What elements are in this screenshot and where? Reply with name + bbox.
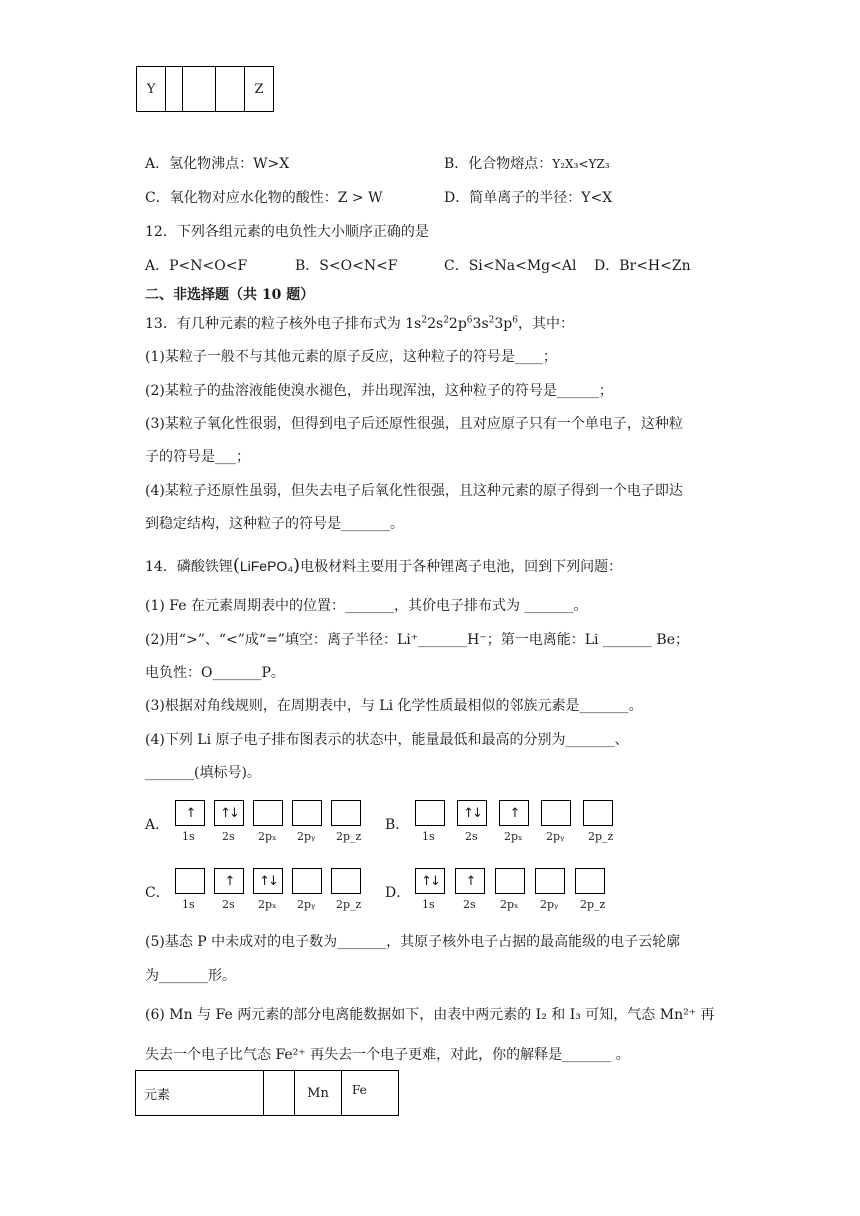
orbital-box-1s <box>175 800 205 826</box>
option-letter: C． <box>145 885 170 901</box>
orbital-option-a <box>145 800 375 845</box>
orbital-label: 2s <box>465 830 478 843</box>
orbital-box-2py <box>292 800 322 826</box>
electron-arrow-icon: ↑ <box>224 873 234 889</box>
orbital-box-2px <box>499 800 529 826</box>
orbital-label: 1s <box>182 898 195 911</box>
q11-option-b <box>444 153 610 173</box>
orbital-label: 2pᵧ <box>297 830 316 843</box>
q13-part1: (1)某粒子一般不与其他元素的原子反应，这种粒子的符号是____； <box>145 349 557 365</box>
orbital-label: 1s <box>182 830 195 843</box>
orbital-label: 1s <box>422 830 435 843</box>
table-cell-fe: Fe <box>342 1071 399 1116</box>
q13-part4: (4)某粒子还原性虽弱，但失去电子后氧化性很强，且这种元素的原子得到一个电子即达 <box>145 483 683 499</box>
electron-arrow-icon: ↑↓ <box>259 873 277 889</box>
orbital-box-2s <box>457 800 487 826</box>
orbital-box-2pz <box>575 868 605 894</box>
electron-arrow-icon: ↑ <box>185 805 195 821</box>
orbital-label: 2pᵧ <box>297 898 316 911</box>
q14-part2: (2)用“>”、“<”成“=”填空：离子半径：Li⁺_______H⁻；第一电离能：Li _______ Be； <box>145 632 689 648</box>
q11-option-c: C．氧化物对应水化物的酸性：Z > W <box>145 190 383 206</box>
orbital-label: 2p_z <box>336 830 362 843</box>
q14-part5-cont: 为_______形。 <box>145 968 236 984</box>
orbital-box-2s <box>455 868 485 894</box>
q14-stem: 14．磷酸铁锂(LiFePO₄)电极材料主要用于各种锂离子电池，回到下列问题： <box>145 555 623 576</box>
q13-part3: (3)某粒子氧化性很弱，但得到电子后还原性很强，且对应原子只有一个单电子，这种粒 <box>145 416 683 432</box>
q12-stem: 12．下列各组元素的电负性大小顺序正确的是 <box>145 224 429 240</box>
orbital-label: 2pₓ <box>504 830 523 843</box>
electron-arrow-icon: ↑↓ <box>463 805 481 821</box>
orbital-box-2py <box>535 868 565 894</box>
table-header-element: 元素 <box>136 1071 264 1116</box>
cell-empty <box>216 67 245 112</box>
orbital-label: 2p_z <box>336 898 362 911</box>
orbital-option-c <box>145 868 375 913</box>
orbital-box-1s <box>415 800 445 826</box>
orbital-option-d <box>385 868 615 913</box>
q11-option-b-formula: Y₂X₃<YZ₃ <box>552 157 610 171</box>
q13-stem: 13．有几种元素的粒子核外电子排布式为 $1s^22s^22p^63s^23p^6$，其中： <box>145 315 574 332</box>
cell-empty <box>183 67 216 112</box>
q14-stem-tail: 电极材料主要用于各种锂离子电池，回到下列问题： <box>300 559 623 575</box>
electron-arrow-icon: ↑ <box>465 873 475 889</box>
q14-stem-text: 14．磷酸铁锂 <box>145 559 233 575</box>
option-letter: A． <box>145 817 170 833</box>
q13-stem-tail: ，其中： <box>517 316 574 332</box>
electron-arrow-icon: ↑↓ <box>220 805 238 821</box>
orbital-box-2s <box>214 868 244 894</box>
q12-option-a: A．P<N<O<F <box>145 258 248 274</box>
orbital-box-2py <box>292 868 322 894</box>
q14-part1: (1) Fe 在元素周期表中的位置：_______，其价电子排布式为 _______。 <box>145 598 588 614</box>
q13-part2: (2)某粒子的盐溶液能使溴水褪色，并出现浑浊，这种粒子的符号是______； <box>145 383 613 399</box>
orbital-label: 2pₓ <box>258 830 277 843</box>
orbital-label: 2pₓ <box>500 898 519 911</box>
orbital-box-2py <box>541 800 571 826</box>
orbital-box-2pz <box>331 868 361 894</box>
q11-option-b-prefix: B．化合物熔点： <box>444 156 553 172</box>
orbital-label: 2s <box>222 898 235 911</box>
cell-empty <box>166 67 183 112</box>
q12-option-d: D．Br<H<Zn <box>594 258 691 274</box>
electron-arrow-icon: ↑ <box>509 805 519 821</box>
table-cell-empty <box>264 1071 295 1116</box>
orbital-label: 2s <box>222 830 235 843</box>
orbital-box-2s <box>214 800 244 826</box>
option-letter: D． <box>385 885 411 901</box>
orbital-label: 2pₓ <box>258 898 277 911</box>
orbital-label: 2p_z <box>588 830 614 843</box>
orbital-box-2pz <box>331 800 361 826</box>
q12-option-b: B．S<O<N<F <box>295 258 398 274</box>
q14-formula: LiFePO₄ <box>239 558 294 574</box>
q14-part2-cont: 电负性：O_______P。 <box>145 665 285 681</box>
orbital-label: 2pᵧ <box>546 830 565 843</box>
q14-part5: (5)基态 P 中未成对的电子数为_______，其原子核外电子占据的最高能级的电子云轮廓 <box>145 934 681 950</box>
element-position-table <box>136 66 274 112</box>
q13-part4-cont: 到稳定结构，这种粒子的符号是_______。 <box>145 516 404 532</box>
q11-option-a: A．氢化物沸点：W>X <box>145 156 290 172</box>
table-cell-mn: Mn <box>295 1071 342 1116</box>
q14-part4: (4)下列 Li 原子电子排布图表示的状态中，能量最低和最高的分别为_______、 <box>145 732 629 748</box>
q14-part4-cont: _______(填标号)。 <box>145 765 261 781</box>
orbital-box-2px <box>253 800 283 826</box>
cell-z: Z <box>245 67 274 112</box>
option-letter: B． <box>385 817 410 833</box>
orbital-box-2px <box>495 868 525 894</box>
q14-part3: (3)根据对角线规则，在周期表中，与 Li 化学性质最相似的邻族元素是_______。 <box>145 698 643 714</box>
orbital-label: 2p_z <box>580 898 606 911</box>
q11-option-d: D．简单离子的半径：Y<X <box>444 190 613 206</box>
q12-option-c: C．Si<Na<Mg<Al <box>444 258 577 274</box>
orbital-label: 2pᵧ <box>540 898 559 911</box>
orbital-box-1s <box>415 868 445 894</box>
orbital-box-2px <box>253 868 283 894</box>
orbital-box-1s <box>175 868 205 894</box>
q14-part6-cont: 失去一个电子比气态 Fe²⁺ 再失去一个电子更难，对此，你的解释是_______ 。 <box>145 1047 630 1063</box>
q13-part3-cont: 子的符号是___； <box>145 449 250 465</box>
electron-arrow-icon: ↑↓ <box>421 873 439 889</box>
ionization-energy-table <box>135 1070 399 1116</box>
orbital-box-2pz <box>583 800 613 826</box>
section-heading: 二、非选择题（共 10 题） <box>145 287 315 303</box>
orbital-label: 1s <box>422 898 435 911</box>
orbital-option-b <box>385 800 625 845</box>
orbital-label: 2s <box>463 898 476 911</box>
q14-part6: (6) Mn 与 Fe 两元素的部分电离能数据如下，由表中两元素的 I₂ 和 I₃ 可知，气态 Mn²⁺ 再 <box>145 1007 715 1023</box>
cell-y: Y <box>137 67 166 112</box>
q13-stem-text: 13．有几种元素的粒子核外电子排布式为 1s <box>145 316 422 332</box>
